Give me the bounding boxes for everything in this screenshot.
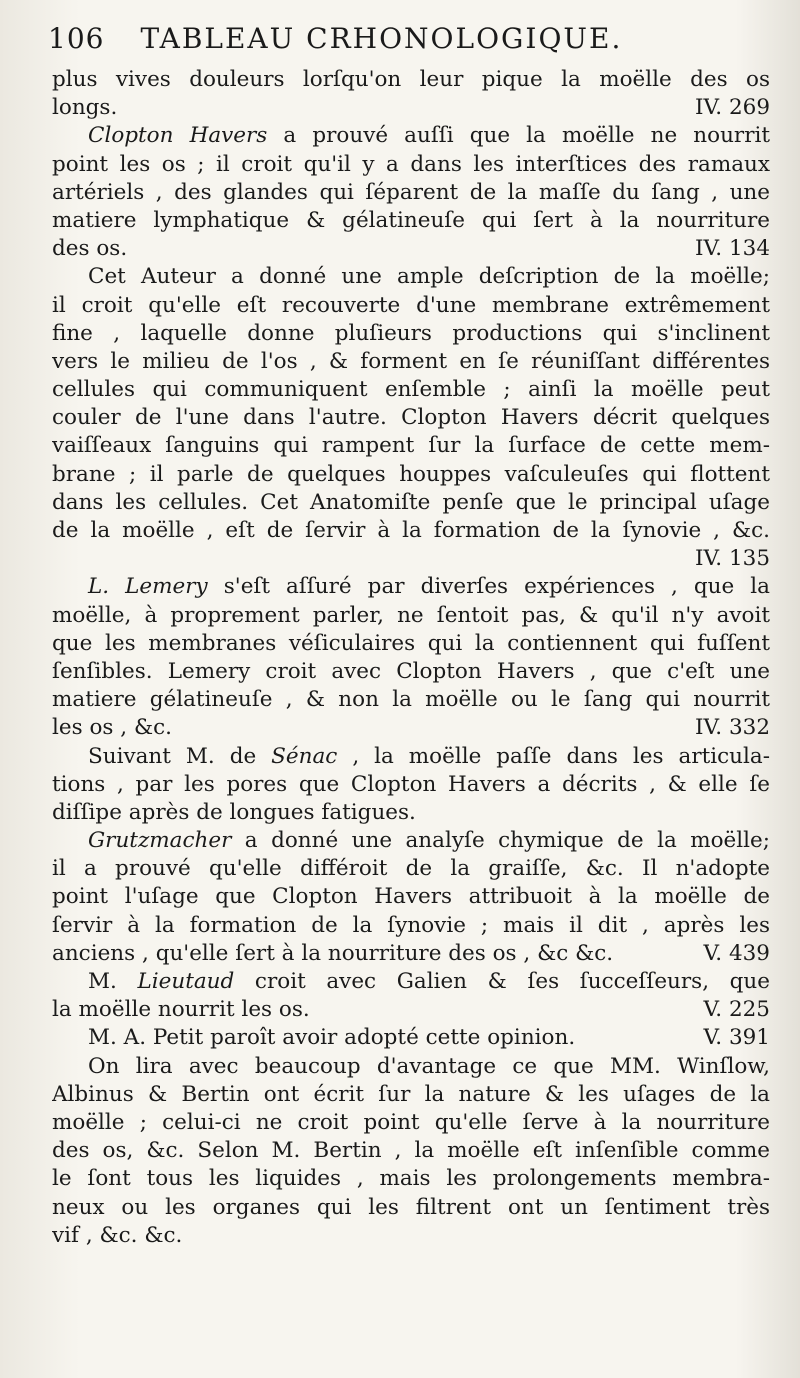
line-text: la moëlle nourrit les os. <box>52 997 310 1023</box>
text-line <box>52 573 770 601</box>
text-line <box>52 827 770 855</box>
text-line: le ſont tous les liquides , mais les prolongements membra- <box>52 1166 770 1192</box>
line-text: a prouvé auſſi que la moëlle ne nourrit <box>267 123 770 149</box>
text-line <box>52 545 770 573</box>
text-line <box>52 94 770 122</box>
text-line: dans les cellules. Cet Anatomiſte penſe que le principal uſage <box>52 489 770 515</box>
text-line: fine , laquelle donne pluſieurs productions qui s'inclinent <box>52 320 770 346</box>
line-text: croit avec Galien & ſes ſucceſſeurs, que <box>234 969 770 994</box>
author-name: L. Lemery <box>88 574 208 600</box>
text-line <box>52 235 770 263</box>
text-line: vaiſſeaux ſanguins qui rampent ſur la ſurface de cette mem- <box>52 433 770 459</box>
text-line: plus vives douleurs lorſqu'on leur pique la moëlle des os <box>52 67 770 92</box>
citation-ref: IV. 269 <box>695 95 770 121</box>
author-name: Sénac <box>271 743 338 769</box>
text-line: cellules qui communiquent enſemble ; ainſi la moëlle peut <box>52 377 770 403</box>
text-line <box>52 996 770 1024</box>
text-line: ſervir à la formation de la ſynovie ; mais il dit , après les <box>52 912 770 938</box>
line-text: longs. <box>52 95 118 121</box>
line-text: s'eſt aſſuré par diverſes expériences , que la <box>207 574 770 600</box>
citation-ref: V. 391 <box>703 1025 770 1051</box>
text-line <box>52 122 770 150</box>
citation-ref: V. 225 <box>703 997 770 1023</box>
text-line: de la moëlle , eſt de ſervir à la formation de la ſynovie , &c. <box>52 518 770 543</box>
text-line: point les os ; il croit qu'il y a dans les interſtices des ramaux <box>52 151 770 177</box>
text-line: matiere gélatineuſe , & non la moëlle ou le ſang qui nourrit <box>52 687 770 713</box>
line-text: a donné une analyſe chymique de la moëlle; <box>231 828 770 854</box>
text-line: Albinus & Bertin ont écrit ſur la nature & les uſages de la <box>52 1081 770 1107</box>
text-line: moëlle ; celui-ci ne croit point qu'elle ſerve à la nourriture <box>52 1109 770 1135</box>
text-line: Cet Auteur a donné une ample deſcription de la moëlle; <box>88 264 770 290</box>
text-line <box>52 968 770 996</box>
text-line: il croit qu'elle eſt recouverte d'une membrane extrêmement <box>52 292 770 318</box>
text-line: il a prouvé qu'elle différoit de la graiſſe, &c. Il n'adopte <box>52 856 770 882</box>
text-line: artériels , des glandes qui ſéparent de la maſſe du ſang , une <box>52 179 770 205</box>
author-name: Lieutaud <box>137 969 235 994</box>
text-line: que les membranes véſiculaires qui la contiennent qui fuſſent <box>52 630 770 656</box>
text-line <box>52 940 770 968</box>
text-line: point l'uſage que Clopton Havers attribuoit à la moëlle de <box>52 884 770 910</box>
text-line <box>52 714 770 742</box>
text-line: moëlle, à proprement parler, ne ſentoit pas, & qu'il n'y avoit <box>52 602 770 628</box>
author-name: Clopton Havers <box>88 123 268 149</box>
text-line <box>52 1024 770 1052</box>
line-text: M. <box>88 969 138 994</box>
line-text: Suivant M. de <box>88 743 272 769</box>
text-line: brane ; il parle de quelques houppes vaſculeuſes qui flottent <box>52 461 770 487</box>
author-name: Grutzmacher <box>88 828 232 854</box>
page-number: 106 <box>48 22 105 55</box>
running-head: TABLEAU CRHONOLOGIQUE. <box>140 22 623 55</box>
text-line <box>52 743 770 771</box>
line-text: les os , &c. <box>52 715 172 741</box>
text-line: des os, &c. Selon M. Bertin , la moëlle eſt inſenſible comme <box>52 1138 770 1164</box>
line-text: M. A. Petit paroît avoir adopté cette opinion. <box>88 1025 576 1051</box>
text-line: vif , &c. &c. <box>52 1222 183 1248</box>
line-text: , la moëlle paſſe dans les articula- <box>337 743 770 769</box>
citation-ref: IV. 332 <box>695 715 770 741</box>
text-line: diſſipe après de longues fatigues. <box>52 799 416 825</box>
page-body <box>52 66 770 1250</box>
text-line: vers le milieu de l'os , & forment en ſe réuniſſant différentes <box>52 348 770 374</box>
text-line: matiere lymphatique & gélatineuſe qui ſert à la nourriture <box>52 207 770 233</box>
page-header <box>48 22 768 62</box>
text-line: ſenſibles. Lemery croit avec Clopton Havers , que c'eſt une <box>52 658 770 684</box>
citation-ref: IV. 134 <box>695 236 770 262</box>
line-text: des os. <box>52 236 128 262</box>
text-line: neux ou les organes qui les filtrent ont un ſentiment très <box>52 1194 770 1220</box>
citation-ref: V. 439 <box>703 940 770 966</box>
text-line: On lira avec beaucoup d'avantage ce que MM. Winſlow, <box>88 1053 770 1079</box>
text-line: tions , par les pores que Clopton Havers a décrits , & elle ſe <box>52 771 770 797</box>
line-text: anciens , qu'elle ſert à la nourriture des os , &c &c. <box>52 940 614 966</box>
text-line: couler de l'une dans l'autre. Clopton Havers décrit quelques <box>52 405 770 431</box>
citation-ref: IV. 135 <box>695 546 770 572</box>
